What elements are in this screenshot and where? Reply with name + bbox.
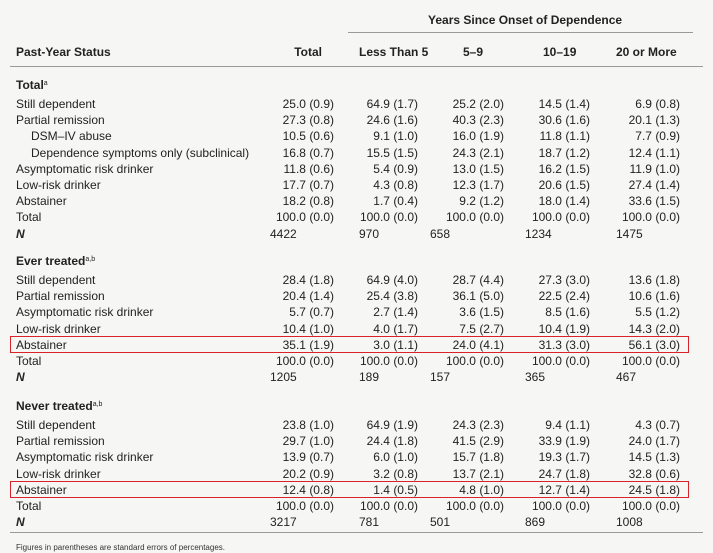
table-cell: 13.7 (2.1): [452, 466, 504, 481]
table-cell: 6.9 (0.8): [635, 97, 680, 111]
table-cell: 100.0 (0.0): [445, 499, 504, 513]
table-cell: 157: [430, 370, 451, 385]
table-cell: 15.7 (1.8): [452, 450, 504, 465]
table-row: [0, 128, 713, 144]
table-row: [0, 433, 713, 449]
row-label: Dependence symptoms only (subclinical): [31, 145, 250, 160]
section-title: [16, 253, 95, 268]
table-cell: 7.5 (2.7): [459, 321, 504, 336]
table-cell: 13.9 (0.7): [282, 450, 334, 465]
table-cell: 16.8 (0.7): [282, 145, 334, 160]
table-cell: 100.0 (0.0): [359, 354, 418, 368]
table-cell: 10.6 (1.6): [628, 289, 680, 304]
table-cell: 24.0 (4.1): [452, 337, 504, 352]
row-label: Partial remission: [16, 113, 105, 128]
table-cell: 1.7 (0.4): [373, 194, 418, 209]
table-cell: 467: [616, 370, 637, 385]
col-header-5-9: 5–9: [463, 45, 484, 59]
table-cell: 24.6 (1.6): [366, 113, 418, 128]
table-cell: 11.8 (0.6): [283, 161, 334, 176]
table-cell: 64.9 (4.0): [366, 273, 418, 287]
table-cell: 20.6 (1.5): [538, 178, 590, 192]
footnote: Figures in parentheses are standard errors of percentages.: [16, 543, 226, 552]
table-cell: 25.4 (3.8): [366, 289, 418, 304]
table-row: [0, 321, 713, 337]
col-header-total: Total: [294, 45, 322, 59]
table-cell: 11.8 (1.1): [539, 129, 590, 144]
section-title: [16, 398, 102, 413]
col-header-20plus: 20 or More: [616, 45, 677, 59]
table-cell: 24.0 (1.7): [628, 434, 680, 449]
table-cell: 24.5 (1.8): [628, 482, 680, 497]
table-cell: 19.3 (1.7): [538, 450, 590, 465]
table-cell: 100.0 (0.0): [621, 499, 680, 513]
section-title: [16, 77, 48, 92]
table-cell: 1008: [616, 515, 643, 530]
table-cell: 1234: [525, 226, 552, 241]
table-cell: 25.0 (0.9): [282, 97, 334, 111]
table-cell: 365: [525, 370, 546, 385]
table-cell: 40.3 (2.3): [452, 113, 504, 128]
table-cell: 14.5 (1.3): [628, 450, 680, 465]
table-row: [0, 449, 713, 465]
table-cell: 6.0 (1.0): [373, 450, 418, 465]
table-cell: 100.0 (0.0): [531, 499, 590, 513]
table-cell: 781: [359, 515, 380, 530]
table-cell: 100.0 (0.0): [359, 210, 418, 225]
table-cell: 9.1 (1.0): [373, 129, 418, 144]
table-cell: 100.0 (0.0): [445, 210, 504, 225]
table-cell: 4.3 (0.8): [373, 178, 418, 192]
table-cell: 3.0 (1.1): [373, 337, 418, 352]
table-cell: 8.5 (1.6): [545, 305, 590, 320]
table-cell: 9.2 (1.2): [459, 194, 504, 209]
table-cell: 12.4 (0.8): [282, 482, 334, 497]
table-cell: 1475: [616, 226, 643, 241]
table-cell: 29.7 (1.0): [282, 434, 334, 449]
row-label: Still dependent: [16, 418, 96, 432]
table-cell: 12.7 (1.4): [538, 482, 590, 497]
table-cell: 4.3 (0.7): [635, 418, 680, 432]
group-rule: [348, 32, 693, 33]
row-label: Still dependent: [16, 273, 96, 287]
table-cell: 16.2 (1.5): [538, 161, 590, 176]
section-title-text: Never treated: [16, 399, 93, 413]
row-label: Partial remission: [16, 434, 105, 449]
table-cell: 28.4 (1.8): [282, 273, 334, 287]
table-cell: 100.0 (0.0): [531, 354, 590, 368]
table-cell: 100.0 (0.0): [531, 210, 590, 225]
table-cell: 17.7 (0.7): [282, 178, 334, 192]
highlight-box: [10, 336, 689, 353]
table-cell: 10.4 (1.9): [538, 321, 590, 336]
header-rule: [10, 66, 703, 67]
table-row: [0, 514, 713, 530]
table-cell: 9.4 (1.1): [545, 418, 590, 432]
col-header-10-19: 10–19: [543, 45, 577, 59]
table-cell: 23.8 (1.0): [282, 418, 334, 432]
table-cell: 24.3 (2.3): [452, 418, 504, 432]
row-label: N: [16, 370, 25, 385]
section-title-text: Ever treated: [16, 254, 86, 268]
table-cell: 24.4 (1.8): [366, 434, 418, 449]
table-cell: 970: [359, 226, 380, 241]
table-row: [0, 209, 713, 225]
table-cell: 869: [525, 515, 546, 530]
table-cell: 3217: [270, 515, 297, 530]
table-cell: 501: [430, 515, 451, 530]
table-cell: 27.3 (0.8): [282, 113, 334, 128]
row-label: Asymptomatic risk drinker: [16, 161, 154, 176]
table-row: [0, 161, 713, 177]
table-cell: 31.3 (3.0): [538, 337, 590, 352]
table-cell: 32.8 (0.6): [628, 466, 680, 481]
table-row: [0, 272, 713, 288]
table-row: [0, 304, 713, 320]
table-cell: 20.4 (1.4): [282, 289, 334, 304]
table-row: [0, 288, 713, 304]
table-row: [0, 417, 713, 433]
section-title-footnote-mark: a,b: [85, 256, 96, 263]
row-label: Abstainer: [16, 194, 67, 209]
table-cell: 16.0 (1.9): [452, 129, 504, 144]
table-cell: 14.3 (2.0): [628, 321, 680, 336]
table-cell: 64.9 (1.7): [366, 97, 418, 111]
section-title-footnote-mark: a,b: [92, 401, 103, 408]
table-cell: 28.7 (4.4): [452, 273, 504, 287]
row-label: Low-risk drinker: [16, 321, 101, 336]
col-header-lt5: Less Than 5: [359, 45, 429, 59]
table-cell: 27.4 (1.4): [628, 178, 680, 192]
section-title-text: Total: [16, 78, 44, 92]
table-cell: 189: [359, 370, 380, 385]
table-cell: 3.2 (0.8): [373, 466, 418, 481]
table-cell: 36.1 (5.0): [452, 289, 504, 304]
table-cell: 5.5 (1.2): [635, 305, 680, 320]
table-cell: 1.4 (0.5): [373, 482, 418, 497]
table-row: [0, 145, 713, 161]
table-cell: 33.6 (1.5): [628, 194, 680, 209]
table-cell: 15.5 (1.5): [366, 145, 418, 160]
table-cell: 11.9 (1.0): [629, 161, 680, 176]
highlight-box: [10, 481, 689, 498]
bottom-rule: [10, 532, 703, 533]
table-row: [0, 112, 713, 128]
row-label: DSM–IV abuse: [31, 129, 112, 144]
table-cell: 35.1 (1.9): [282, 337, 334, 352]
row-label: Still dependent: [16, 97, 96, 111]
table-cell: 3.6 (1.5): [459, 305, 504, 320]
row-label: N: [16, 226, 25, 241]
table-cell: 100.0 (0.0): [621, 354, 680, 368]
table-cell: 27.3 (3.0): [538, 273, 590, 287]
table-cell: 24.3 (2.1): [452, 145, 504, 160]
table-cell: 10.5 (0.6): [282, 129, 334, 144]
table-cell: 20.2 (0.9): [282, 466, 334, 481]
table-row: [0, 498, 713, 514]
table-cell: 12.3 (1.7): [452, 178, 504, 192]
table-cell: 20.1 (1.3): [628, 113, 680, 128]
table-cell: 4.0 (1.7): [373, 321, 418, 336]
table-cell: 41.5 (2.9): [452, 434, 504, 449]
column-group-title: Years Since Onset of Dependence: [428, 13, 623, 27]
table-cell: 18.0 (1.4): [538, 194, 590, 209]
row-label: Total: [16, 210, 42, 225]
row-label: Total: [16, 499, 42, 513]
table-cell: 658: [430, 226, 451, 241]
table-cell: 100.0 (0.0): [445, 354, 504, 368]
table-cell: 12.4 (1.1): [628, 145, 680, 160]
table-cell: 5.4 (0.9): [373, 161, 418, 176]
row-label: Abstainer: [16, 482, 67, 497]
table-cell: 100.0 (0.0): [275, 210, 334, 225]
table-row: [0, 177, 713, 193]
table-cell: 4.8 (1.0): [459, 482, 504, 497]
table-cell: 2.7 (1.4): [373, 305, 418, 320]
section-title-footnote-mark: a: [43, 80, 48, 87]
row-label: Low-risk drinker: [16, 466, 101, 481]
row-label: Total: [16, 354, 42, 368]
col-header-status: Past-Year Status: [16, 45, 111, 59]
row-label: Abstainer: [16, 337, 67, 352]
table-cell: 24.7 (1.8): [538, 466, 590, 481]
table-cell: 100.0 (0.0): [621, 210, 680, 225]
table-row: [0, 466, 713, 482]
table-cell: 10.4 (1.0): [282, 321, 334, 336]
table-row: [0, 193, 713, 209]
table-row: [0, 96, 713, 112]
table-cell: 18.2 (0.8): [282, 194, 334, 209]
table-cell: 25.2 (2.0): [452, 97, 504, 111]
row-label: Low-risk drinker: [16, 178, 101, 192]
table-cell: 22.5 (2.4): [538, 289, 590, 304]
table-cell: 100.0 (0.0): [359, 499, 418, 513]
table-row: [0, 353, 713, 369]
table-cell: 4422: [270, 226, 297, 241]
table-cell: 1205: [270, 370, 297, 385]
table-row: [0, 226, 713, 242]
table-cell: 7.7 (0.9): [635, 129, 680, 144]
table-cell: 30.6 (1.6): [538, 113, 590, 128]
table-cell: 56.1 (3.0): [628, 337, 680, 352]
table-row: [0, 369, 713, 385]
table-cell: 64.9 (1.9): [366, 418, 418, 432]
row-label: N: [16, 515, 25, 530]
table-cell: 5.7 (0.7): [289, 305, 334, 320]
row-label: Asymptomatic risk drinker: [16, 305, 154, 320]
row-label: Partial remission: [16, 289, 105, 304]
table-cell: 100.0 (0.0): [275, 499, 334, 513]
table-cell: 100.0 (0.0): [275, 354, 334, 368]
table-cell: 13.6 (1.8): [628, 273, 680, 287]
row-label: Asymptomatic risk drinker: [16, 450, 154, 465]
table-cell: 14.5 (1.4): [538, 97, 590, 111]
table-cell: 18.7 (1.2): [538, 145, 590, 160]
table-cell: 13.0 (1.5): [452, 161, 504, 176]
table-cell: 33.9 (1.9): [538, 434, 590, 449]
